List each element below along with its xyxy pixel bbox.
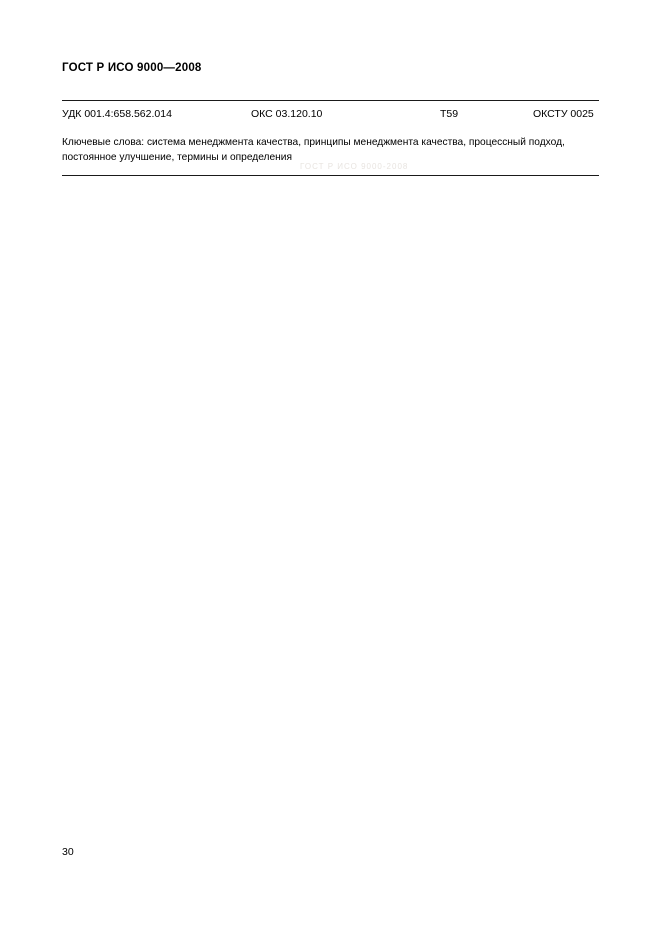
page-title: ГОСТ Р ИСО 9000—2008 [62, 62, 202, 74]
classification-codes-row [62, 108, 599, 124]
keywords-line-2: постоянное улучшение, термины и определения [62, 152, 293, 163]
group-code: Т59 [440, 108, 459, 120]
watermark-text: ГОСТ Р ИСО 9000-2008 [300, 162, 409, 171]
oks-code: ОКС 03.120.10 [251, 108, 323, 120]
keywords-block [62, 135, 602, 165]
udk-code: УДК 001.4:658.562.014 [62, 108, 172, 120]
divider-top [62, 100, 599, 101]
page-number: 30 [62, 846, 74, 858]
okstu-code: ОКСТУ 0025 [533, 108, 594, 120]
keywords-line-1: Ключевые слова: система менеджмента качества, принципы менеджмента качества, процессный подход, [62, 137, 565, 148]
divider-bottom [62, 175, 599, 176]
